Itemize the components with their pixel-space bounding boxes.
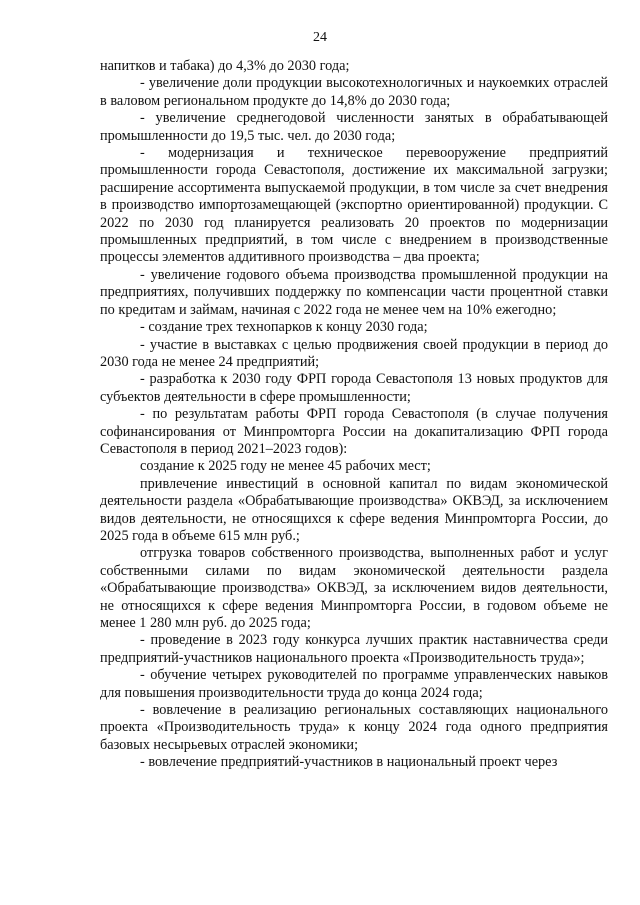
document-body: [100, 58, 608, 772]
paragraph: отгрузка товаров собственного производства, выполненных работ и услуг собственными силами по видам экономической деятельности раздела «Обрабатывающие производства» ОКВЭД, за исключением видов деятельности, не относящихся к сфере ведения Минпромторга России, в годовом объеме не менее 1 280 млн руб. до 2025 года;: [100, 545, 608, 631]
paragraph: - проведение в 2023 году конкурса лучших практик наставничества среди предприятий-участников национального проекта «Производительность труда»;: [100, 632, 608, 666]
paragraph: - увеличение среднегодовой численности занятых в обрабатывающей промышленности до 19,5 тыс. чел. до 2030 года;: [100, 110, 608, 144]
paragraph: - создание трех технопарков к концу 2030 года;: [140, 319, 428, 336]
paragraph: - разработка к 2030 году ФРП города Севастополя 13 новых продуктов для субъектов деятельности в сфере промышленности;: [100, 371, 608, 405]
paragraph: напитков и табака) до 4,3% до 2030 года;: [100, 58, 350, 74]
paragraph: привлечение инвестиций в основной капитал по видам экономической деятельности раздела «Обрабатывающие производства» ОКВЭД, за исключением видов деятельности, не относящихся к сфере ведения Минпромторга России, до 2025 года в объеме 615 млн руб.;: [100, 475, 608, 544]
paragraph: - увеличение годового объема производства промышленной продукции на предприятиях, получивших поддержку по компенсации части процентной ставки по кредитам и займам, начиная с 2022 года не менее чем на 10% ежегодно;: [100, 266, 608, 318]
paragraph: - вовлечение в реализацию региональных составляющих национального проекта «Производительность труда» к концу 2024 года одного предприятия базовых несырьевых отраслей экономики;: [100, 702, 608, 753]
paragraph: - участие в выставках с целью продвижения своей продукции в период до 2030 года не менее 24 предприятий;: [100, 336, 608, 370]
paragraph: создание к 2025 году не менее 45 рабочих мест;: [140, 458, 431, 475]
paragraph: - по результатам работы ФРП города Севастополя (в случае получения софинансирования от Минпромторга России на докапитализацию ФРП города Севастополя в период 2021–2023 годов):: [100, 406, 608, 457]
paragraph: - увеличение доли продукции высокотехнологичных и наукоемких отраслей в валовом региональном продукте до 14,8% до 2030 года;: [100, 75, 608, 109]
page-number: 24: [313, 30, 327, 45]
paragraph: - вовлечение предприятий-участников в национальный проект через: [140, 754, 558, 771]
paragraph: - обучение четырех руководителей по программе управленческих навыков для повышения производительности труда до конца 2024 года;: [100, 667, 608, 701]
paragraph: - модернизация и техническое перевооружение предприятий промышленности города Севастополя, достижение их максимальной загрузки; расширение ассортимента выпускаемой продукции, в том числе за счет внедрения в производство импортозамещающей (экспортно ориентированной) продукции. С 2022 по 2030 год планируется реализовать 20 проектов по модернизации промышленных предприятий, в том числе с внедрением в производственные процессы элементов аддитивного производства – два проекта;: [100, 145, 608, 266]
